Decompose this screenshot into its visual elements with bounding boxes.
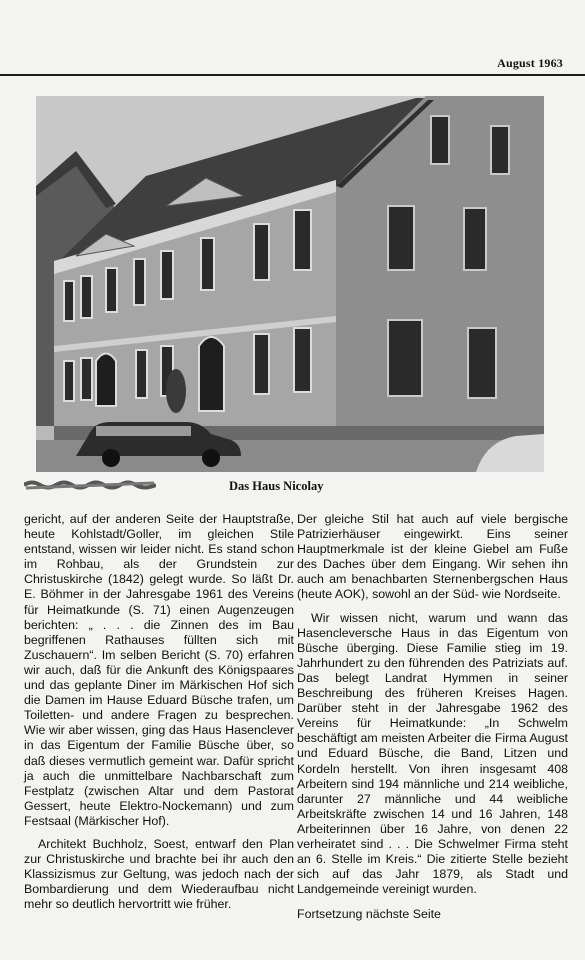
paragraph: Architekt Buchholz, Soest, entwarf den Plan zur Christuskirche und brachte bei ihr auch den Klassizismus zur Geltung, was jedoch nach der Bombardierung und dem Wiederaufbau nicht mehr so deutlich hervortritt wie früher.	[24, 836, 294, 912]
article-right-column	[297, 512, 568, 930]
caption-marker-scribble	[24, 479, 156, 491]
header-rule	[0, 74, 585, 76]
header-date: August 1963	[497, 56, 563, 70]
continuation-note: Fortsetzung nächste Seite	[297, 907, 441, 922]
paragraph: Der gleiche Stil hat auch auf viele bergische Patrizierhäuser eingewirkt. Eins seiner Hauptmerkmale ist der kleine Giebel am Fuße des Daches über dem Eingang. Wir sehen ihn auch am benachbarten Sternenbergschen Haus (heute AOK), sowohl an der Süd- wie Nordseite.	[297, 512, 568, 602]
paragraph: Wir wissen nicht, warum und wann das Hasencleversche Haus in das Eigentum von Büsche überging. Diese Familie stieg im 19. Jahrhundert zu den führenden des Patriziats auf. Das belegt Landrat Hymmen in seiner Beschreibung des früheren Kreises Hagen. Darüber steht in der Jahresgabe 1962 des Vereins für Heimatkunde: „In Schwelm beschäftigt am meisten Arbeiter die Firma August und Eduard Büsche, die Band, Litzen und Kordeln herstellt. Von ihren insgesamt 408 Arbeitern sind 194 männliche und 214 weibliche, darunter 27 männliche und 44 weibliche Arbeitskräfte zwischen 14 und 16 Jahren, 148 Arbeiterinnen über 16 Jahre, von denen 22 verheiratet sind . . . Die Schwelmer Firma steht an 6. Stelle im Kreis.“ Die zitierte Stelle bezieht sich auf das Jahr 1879, als Stadt und Landgemeinde vereinigt wurden.	[297, 610, 568, 897]
article-left-column	[24, 512, 294, 920]
photo-caption: Das Haus Nicolay	[229, 479, 324, 493]
house-photo	[36, 96, 544, 472]
paragraph: gericht, auf der anderen Seite der Hauptstraße, heute Kohlstadt/Goller, im gleichen Stile entstand, wissen wir leider nicht. Es stand schon im Rohbau, als der Grundstein zur Christuskirche (1842) gelegt wurde. So läßt Dr. E. Böhmer in der Jahresgabe 1961 des Vereins für Heimatkunde (S. 71) einen Augenzeugen berichten: „ . . . die Zinnen des im Bau begriffenen Rathauses füllten sich mit Zuschauern“. Im selben Bericht (S. 70) erfahren wir auch, daß für die Ankunft des Königspaares und das geplante Diner im Märkischen Hof sich die Damen im Hause Eduard Büsche trafen, um Toiletten- und andere Fragen zu besprechen. Wie wir aber wissen, ging das Haus Hasenclever in das Eigentum der Familie Büsche über, so daß dieses vermutlich gemeint war. Dafür spricht ja auch die unmittelbare Nachbarschaft zum Festplatz (zwischen Altar und dem Pastorat Gessert, heute Elektro-Nockemann) und zum Festsaal (Märkischer Hof).	[24, 512, 294, 828]
